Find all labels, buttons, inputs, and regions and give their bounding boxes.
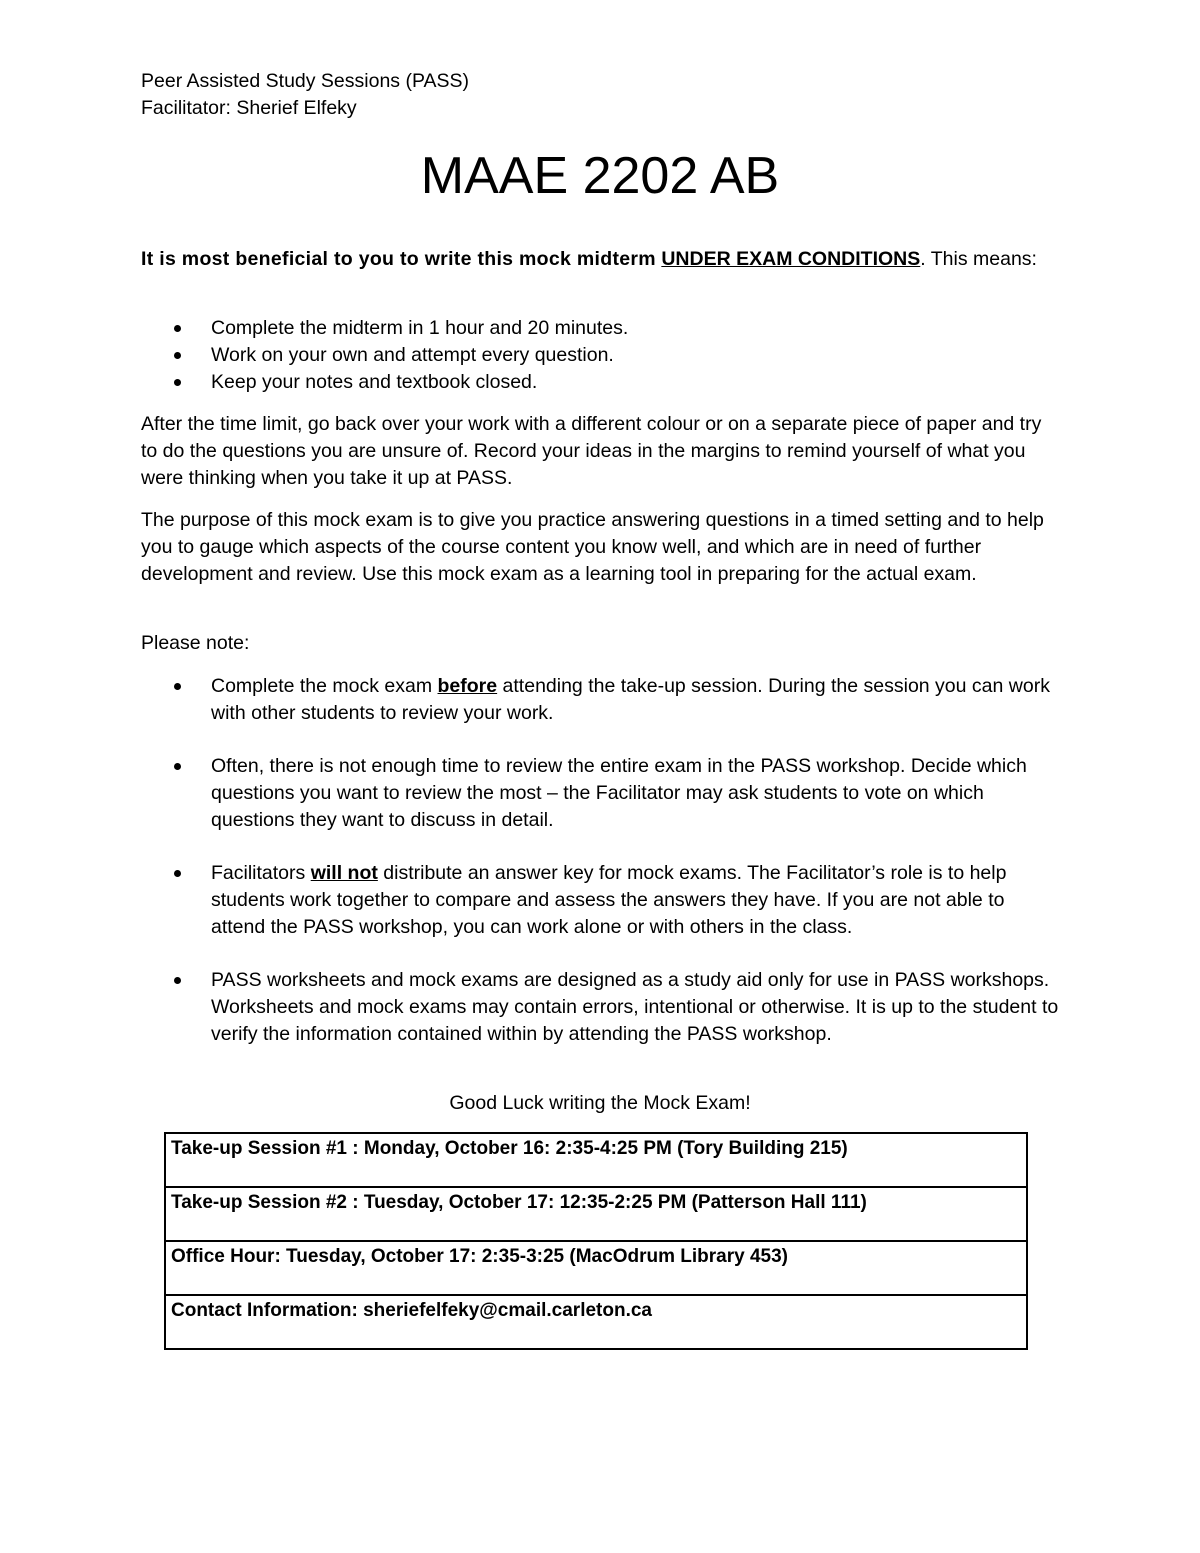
bullet-icon (174, 379, 181, 386)
bullet-icon (174, 977, 181, 984)
before-emphasis: before (437, 675, 498, 697)
intro-statement (141, 246, 1071, 273)
list-item: Complete the mock exam before attending the take-up session. During the session you can work with other students to review your work. (141, 673, 1061, 727)
intro-lead: It is most beneficial to you to write this mock midterm (141, 248, 656, 270)
bullet-icon (174, 763, 181, 770)
sessions-table (164, 1132, 1028, 1350)
facilitator-name: Facilitator: Sherief Elfeky (141, 97, 357, 119)
intro-tail: . This means: (920, 248, 1037, 270)
course-title: MAAE 2202 AB (420, 147, 780, 205)
table-row (165, 1295, 1027, 1349)
list-item: PASS worksheets and mock exams are designed as a study aid only for use in PASS workshops. Worksheets and mock exams may contain errors, intentional or otherwise. It is up to the student to verify the information contained within by attending the PASS workshop. (141, 967, 1061, 1048)
purpose-paragraph: The purpose of this mock exam is to give you practice answering questions in a timed setting and to help you to gauge which aspects of the course content you know well, and which are in need of further development and review. Use this mock exam as a learning tool in preparing for the actual exam. (141, 509, 1044, 585)
office-hour-cell: Office Hour: Tuesday, October 17: 2:35-3:25 (MacOdrum Library 453) (165, 1241, 1027, 1295)
conditions-list (141, 315, 1071, 396)
good-luck-message: Good Luck writing the Mock Exam! (449, 1092, 751, 1114)
bullet-icon (174, 352, 181, 359)
bullet-icon (174, 325, 181, 332)
list-item: Work on your own and attempt every question. (141, 342, 1071, 369)
time-limit-paragraph: After the time limit, go back over your work with a different colour or on a separate piece of paper and try to do the questions you are unsure of. Record your ideas in the margins to remind yourself of what you were thinking when you take it up at PASS. (141, 413, 1042, 489)
bullet-icon (174, 870, 181, 877)
list-item: Facilitators will not distribute an answer key for mock exams. The Facilitator’s role is to help students work together to compare and assess the answers they have. If you are not able to attend the PASS workshop, you can work alone or with others in the class. (141, 860, 1061, 941)
table-row (165, 1241, 1027, 1295)
bullet-icon (174, 683, 181, 690)
please-note-heading: Please note: (141, 632, 250, 654)
list-item: Complete the midterm in 1 hour and 20 minutes. (141, 315, 1071, 342)
session-1-cell: Take-up Session #1 : Monday, October 16: 2:35-4:25 PM (Tory Building 215) (165, 1133, 1027, 1187)
table-row (165, 1133, 1027, 1187)
table-row (165, 1187, 1027, 1241)
will-not-emphasis: will not (310, 862, 378, 884)
list-item: Keep your notes and textbook closed. (141, 369, 1071, 396)
list-item: Often, there is not enough time to review the entire exam in the PASS workshop. Decide which questions you want to review the most – the Facilitator may ask students to vote on which questions they want to discuss in detail. (141, 753, 1061, 834)
contact-cell: Contact Information: sheriefelfeky@cmail.carleton.ca (165, 1295, 1027, 1349)
exam-conditions-emphasis: UNDER EXAM CONDITIONS (661, 248, 921, 270)
notes-list (141, 673, 1061, 1048)
program-name: Peer Assisted Study Sessions (PASS) (141, 70, 470, 92)
session-2-cell: Take-up Session #2 : Tuesday, October 17: 12:35-2:25 PM (Patterson Hall 111) (165, 1187, 1027, 1241)
